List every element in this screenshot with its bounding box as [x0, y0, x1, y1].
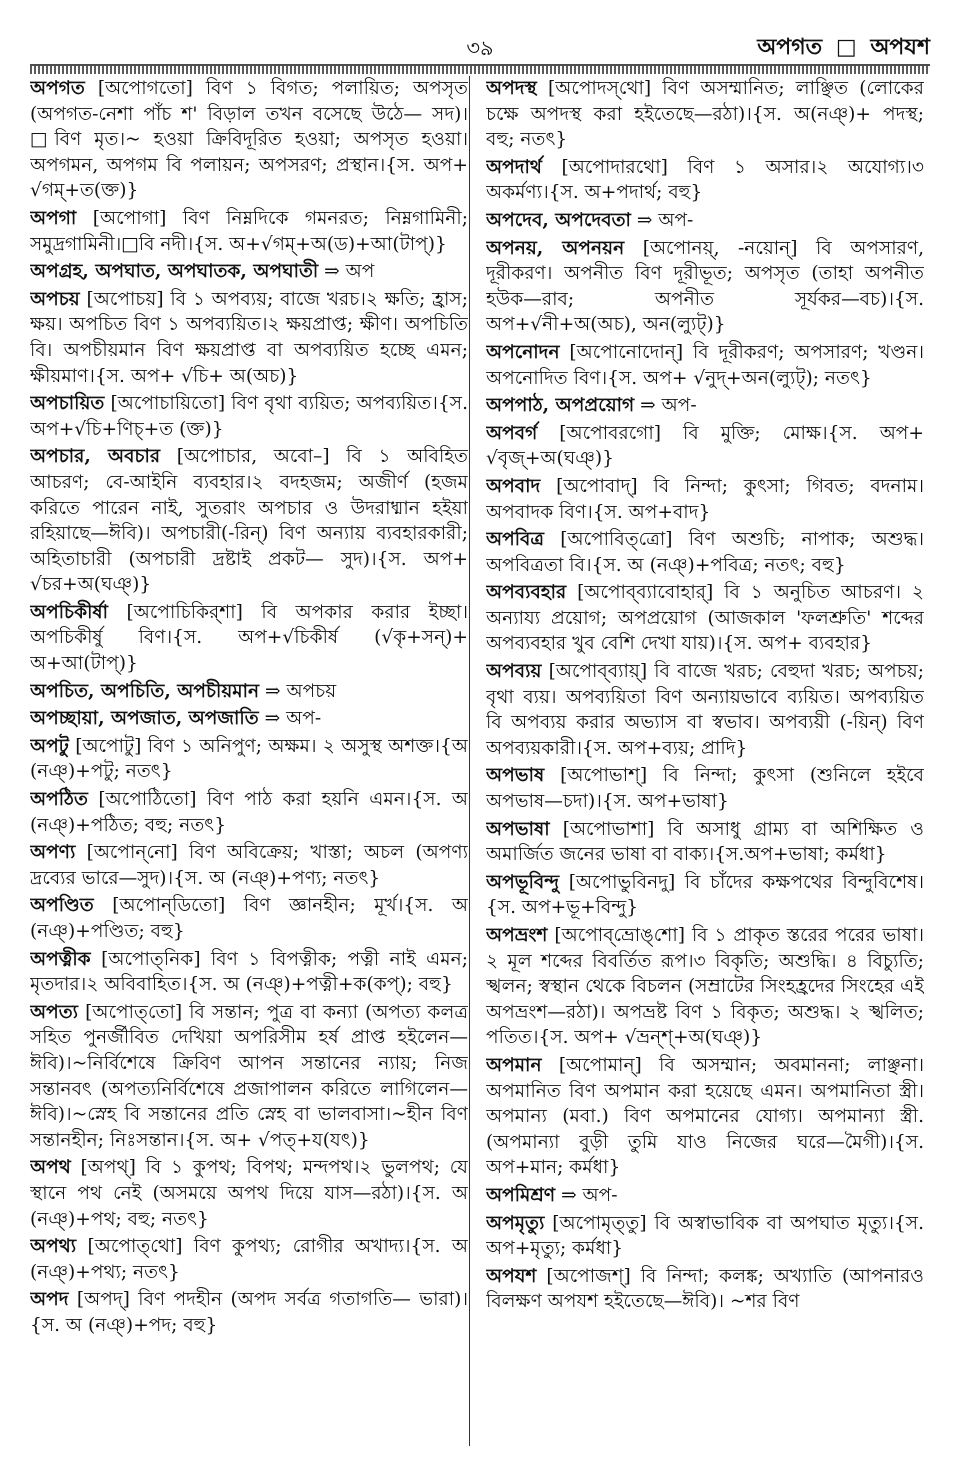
dictionary-entry: [486, 659, 924, 761]
entry-pronunciation: [অপোচায়িতো]: [110, 393, 226, 415]
entry-headword: অপমিশ্রণ: [486, 1184, 556, 1206]
entry-pronunciation: [অপোবাদ্]: [556, 475, 638, 497]
entry-headword: অপদস্থ: [486, 78, 537, 99]
entry-pronunciation: [অপোব্‌ব্যাবোহার্]: [577, 582, 714, 604]
entry-definition: বিণ বৃথা ব্যয়িত; অপব্যয়িত।{স. অপ+√চি+ণিচ্+ত (ক্ত)}: [30, 393, 468, 440]
entry-pronunciation: [অপোত্‌নিক]: [101, 948, 201, 970]
entry-headword: অপভ্রংশ: [486, 925, 548, 946]
entry-definition: বি ১ অপব্যয়; বাজে খরচ।২ ক্ষতি; হ্রাস; ক্ষয়। অপচিত বিণ ১ অপব্যয়িত।২ ক্ষয়প্রাপ্ত; ক্ষীণ। অপচিতি বি। অপচীয়মান বিণ ক্ষয়প্রাপ্ত বা অপব্যয়িত হচ্ছে এমন; ক্ষীয়মাণ।{স. অপ+ √চি+ অ(অচ)}: [30, 288, 468, 387]
dictionary-entry: [486, 421, 924, 472]
entry-pronunciation: [অপোব্‌ভ্রোঙ্‌শো]: [554, 925, 685, 946]
entry-pronunciation: [অপোত্‌থো]: [87, 1236, 183, 1258]
entry-headword: অপভাষ: [486, 765, 545, 787]
dictionary-entry: [486, 76, 924, 153]
dictionary-entry: [30, 206, 468, 257]
entry-definition: বিণ ১ অসার।২ অযোগ্য।৩ অকর্মণ্য।{স. অ+পদার্থ; বহু}: [486, 156, 924, 204]
header-rule: [30, 64, 930, 74]
dictionary-entry: [486, 923, 924, 1051]
page-number: ৩৯: [466, 36, 494, 60]
entry-headword: অপচার, অবচার: [30, 446, 161, 468]
dictionary-entry: [30, 679, 468, 705]
dictionary-entry: [486, 474, 924, 525]
entry-pronunciation: [অপোজশ্]: [546, 1265, 631, 1287]
entry-headword: অপঠিত: [30, 789, 88, 811]
dictionary-entry: [30, 1287, 468, 1338]
right-column: [486, 76, 924, 1446]
entry-definition: ⇒ অপচয়: [265, 680, 337, 702]
guide-separator: □: [835, 35, 857, 60]
entry-headword: অপমৃত্যু: [486, 1212, 545, 1234]
entry-headword: অপপাঠ, অপপ্রয়োগ: [486, 395, 635, 417]
dictionary-entry: [486, 817, 924, 868]
entry-pronunciation: [অপোবিত্‌ত্রো]: [560, 529, 673, 551]
entry-headword: অপবর্গ: [486, 422, 538, 444]
entry-headword: অপভূবিন্দু: [486, 871, 560, 893]
entry-headword: অপথ্য: [30, 1236, 77, 1258]
dictionary-entry: [486, 208, 924, 234]
entry-pronunciation: [অপোদারথো]: [561, 156, 668, 178]
entry-definition: বি ১ অবিহিত আচরণ; বে-আইনি ব্যবহার।২ বদহজম; অজীর্ণ (হজম করিতে পারেন নাই, সুতরাং অপচার ও উদরাধ্মান হইয়া রহিয়াছে—ঈবি)। অপচারী(-রিন্) বিণ অন্যায় ব্যবহারকারী; অহিতাচারী (অপচারী দ্রষ্টাই প্রকট— সুদ)।{স. অপ+ √চর+অ(ঘঞ্)}: [30, 446, 468, 596]
entry-definition: ⇒ অপ: [324, 261, 375, 283]
entry-definition: বি ১ কুপথ; বিপথ; মন্দপথ।২ ভুলপথ; যে স্থানে পথ নেই (অসময়ে অপথ দিয়ে যাস—রঠা)।{স. অ (নঞ্)+পথ; বহু; নতৎ}: [30, 1157, 468, 1230]
entry-headword: অপটু: [30, 735, 69, 757]
dictionary-entry: [30, 287, 468, 389]
entry-pronunciation: [অপোচার, অবো–]: [176, 446, 330, 468]
entry-headword: অপনয়, অপনয়ন: [486, 237, 625, 259]
entry-headword: অপগা: [30, 207, 77, 229]
entry-pronunciation: [অপোচিকির্‌শা]: [126, 601, 243, 623]
entry-pronunciation: [অপোগা]: [92, 207, 167, 229]
entry-headword: অপবিত্র: [486, 529, 545, 551]
entry-pronunciation: [অপোভাশ্]: [560, 765, 648, 787]
entry-definition: বি ১ অনুচিত আচরণ। ২ অন্যায্য প্রয়োগ; অপপ্রয়োগ (আজকাল 'ফলশ্রুতি' শব্দের অপব্যবহার খুব বেশি দেখা যায়)।{স. অপ+ ব্যবহার}: [486, 582, 924, 655]
entry-definition: বি অসাধু গ্রাম্য বা অশিক্ষিত ও অমার্জিত জনের ভাষা বা বাক্য।{স.অপ+ভাষা; কর্মধা}: [486, 818, 924, 866]
first-guide-word: অপগত: [757, 34, 823, 60]
entry-pronunciation: [অপোচয়]: [86, 288, 164, 310]
dictionary-entry: [30, 259, 468, 285]
entry-pronunciation: [অপোভাশা]: [562, 818, 655, 840]
running-head: [757, 30, 930, 67]
entry-pronunciation: [অপোন্‌ডিতো]: [112, 895, 226, 917]
entry-headword: অপদেব, অপদেবতা: [486, 209, 631, 231]
entry-headword: অপদ: [30, 1289, 69, 1311]
entry-pronunciation: [অপোন্‌নো]: [86, 842, 178, 864]
entry-pronunciation: [অপোমান্]: [558, 1054, 642, 1076]
dictionary-entry: [30, 734, 468, 785]
entry-definition: ⇒ অপ-: [636, 209, 694, 231]
entry-definition: বিণ অসম্মানিত; লাঞ্ছিত (লোকের চক্ষে অপদস্থ করা হইতেছে—রঠা)।{স. অ(নঞ্)+ পদস্থ; বহু; নতৎ}: [486, 78, 924, 151]
dictionary-entry: [30, 893, 468, 944]
dictionary-entry: [486, 1211, 924, 1262]
dictionary-entry: [486, 1264, 924, 1315]
dictionary-entry: [30, 76, 468, 204]
entry-pronunciation: [অপোমৃত্‌তু]: [552, 1212, 647, 1234]
dictionary-entry: [30, 1155, 468, 1232]
dictionary-entry: [30, 947, 468, 998]
entry-definition: বি নিন্দা; কুৎসা; গিবত; বদনাম। অপবাদক বিণ।{স. অপ+বাদ}: [486, 475, 924, 523]
entry-definition: বি নিন্দা; কুৎসা (শুনিলে হইবে অপভাষ—চদা)।{স. অপ+ভাষা}: [486, 765, 924, 813]
entry-headword: অপণ্য: [30, 842, 76, 864]
entry-pronunciation: [অপোদস্‌থো]: [547, 78, 652, 99]
entry-definition: বিণ ১ বিগত; পলায়িত; অপসৃত (অপগত-নেশা পাঁচ শ' বিড়াল তখন বসেছে উঠে— সদ)।□বিণ মৃত।~ হওয়া ক্রিবিদূরিত হওয়া; অপসৃত হওয়া। অপগমন, অপগম বি পলায়ন; অপসরণ; প্রস্থান।{স. অপ+ √গম্+ত(ক্ত)}: [30, 78, 468, 202]
entry-definition: বিণ অবিক্রেয়; খাস্তা; অচল (অপণ্য দ্রব্যের ভারে—সুদ)।{স. অ (নঞ্)+পণ্য; নতৎ}: [30, 842, 468, 889]
entry-definition: বি মুক্তি; মোক্ষ।{স. অপ+ √বৃজ্+অ(ঘঞ্)}: [486, 422, 924, 470]
entry-headword: অপভাষা: [486, 818, 550, 840]
entry-pronunciation: [অপথ্]: [80, 1157, 136, 1179]
dictionary-entry: [30, 391, 468, 442]
entry-definition: বি চাঁদের কক্ষপথের বিন্দুবিশেষ।{স. অপ+ভূ+বিন্দু}: [486, 871, 924, 919]
entry-definition: বি অসম্মান; অবমাননা; লাঞ্ছনা। অপমানিত বিণ অপমান করা হয়েছে এমন। অপমানিতা স্ত্রী। অপমান্য (মবা.) বিণ অপমানের যোগ্য। অপমান্যা স্ত্রী. (অপমান্যা বুড়ী তুমি যাও নিজের ঘরে—মৈগী)।{স. অপ+মান; কর্মধা}: [486, 1054, 924, 1179]
dictionary-entry: [486, 580, 924, 657]
entry-headword: অপত্য: [30, 1001, 79, 1023]
entry-headword: অপমান: [486, 1054, 542, 1076]
entry-definition: বি সন্তান; পুত্র বা কন্যা (অপত্য কলত্র সহিত পুনর্জীবিত দেখিয়া অপরিসীম হর্ষ প্রাপ্ত হইলেন—ঈবি)।~নির্বিশেষে ক্রিবিণ আপন সন্তানের ন্যায়; নিজ সন্তানবৎ (অপত্যনির্বিশেষে প্রজাপালন করিতে লাগিলেন—ঈবি)।~স্নেহ বি সন্তানের প্রতি স্নেহ বা ভালবাসা।~হীন বিণ সন্তানহীন; নিঃসন্তান।{স. অ+ √পত্+য(যৎ)}: [30, 1001, 468, 1151]
entry-headword: অপগত: [30, 78, 85, 99]
entry-headword: অপচয়: [30, 288, 80, 310]
dictionary-entry: [486, 340, 924, 391]
entry-pronunciation: [অপদ্]: [76, 1289, 130, 1311]
entry-pronunciation: [অপোনয়্, -নয়োন্]: [642, 237, 798, 259]
entry-headword: অপবাদ: [486, 475, 541, 497]
entry-definition: বি নিন্দা; কলঙ্ক; অখ্যাতি (আপনারও বিলক্ষণ অপযশ হইতেছে—ঈবি)। ~শর বিণ: [486, 1265, 924, 1313]
dictionary-entry: [30, 706, 468, 732]
dictionary-entry: [486, 236, 924, 338]
entry-definition: বিণ পাঠ করা হয়নি এমন।{স. অ (নঞ্)+পঠিত; বহু; নতৎ}: [30, 789, 468, 836]
entry-pronunciation: [অপোটু]: [75, 735, 142, 757]
entry-pronunciation: [অপোনোদোন্]: [569, 341, 684, 363]
entry-headword: অপব্যবহার: [486, 582, 567, 604]
entry-definition: বি ১ প্রাকৃত স্তরের পরের ভাষা।২ মূল শব্দের বিবর্তিত রূপ।৩ বিকৃতি; অশুদ্ধি। ৪ বিচ্যুতি; স্খলন; স্বস্থান থেকে বিচলন (সম্রাটের সিংহহ্রদের সিংহের এই অপভ্রংশ—রঠা)। অপভ্রষ্ট বিণ ১ বিকৃত; অশুদ্ধ। ২ স্খলিত; পতিত।{স. অপ+ √ভ্রন্‌শ্+অ(ঘঞ্)}: [486, 925, 924, 1049]
dictionary-entry: [30, 600, 468, 677]
column-divider: [469, 76, 470, 1446]
entry-pronunciation: [অপোত্‌তো]: [85, 1001, 183, 1023]
entry-definition: বিণ জ্ঞানহীন; মূর্খ।{স. অ (নঞ্)+পণ্ডিত; বহু}: [30, 895, 468, 942]
entry-headword: অপণ্ডিত: [30, 895, 94, 917]
entry-headword: অপনোদন: [486, 341, 560, 363]
entry-definition: বি বাজে খরচ; বেহুদা খরচ; অপচয়; বৃথা ব্যয়। অপব্যয়িতা বিণ অন্যায়ভাবে ব্যয়িত। অপব্যয়িত বি অপব্যয় করার অভ্যাস বা স্বভাব। অপব্যয়ী (-য়িন্) বিণ অপব্যয়কারী।{স. অপ+ব্যয়; প্রাদি}: [486, 661, 924, 759]
entry-definition: বি অপসারণ, দূরীকরণ। অপনীত বিণ দূরীভূত; অপসৃত (তাহা অপনীত হউক—রাব; অপনীত সূর্যকর—বচ)।{স. অপ+√নী+অ(অচ), অন(ল্যুট্)}: [486, 237, 924, 336]
entry-headword: অপগ্রহ, অপঘাত, অপঘাতক, অপঘাতী: [30, 261, 319, 283]
entry-definition: বিণ ১ বিপত্নীক; পত্নী নাই এমন; মৃতদার।২ অবিবাহিত।{স. অ (নঞ্)+পত্নী+ক(কপ্); বহু}: [30, 948, 468, 996]
left-column: [30, 76, 468, 1446]
entry-definition: বি অপকার করার ইচ্ছা। অপচিকীর্ষু বিণ।{স. অপ+√চিকীর্ষ (√কৃ+সন্)+ অ+আ(টাপ্)}: [30, 601, 468, 675]
entry-headword: অপচিত, অপচিতি, অপচীয়মান: [30, 680, 260, 702]
entry-definition: বি অস্বাভাবিক বা অপঘাত মৃত্যু।{স. অপ+মৃত্যু; কর্মধা}: [486, 1212, 924, 1260]
entry-definition: বিণ অশুচি; নাপাক; অশুদ্ধ। অপবিত্রতা বি।{স. অ (নঞ্)+পবিত্র; নতৎ; বহু}: [486, 529, 924, 576]
entry-headword: অপব্যয়: [486, 661, 542, 683]
dictionary-entry: [486, 763, 924, 814]
entry-definition: ⇒ অপ-: [264, 708, 322, 730]
entry-pronunciation: [অপোভুবিনদু]: [568, 871, 676, 893]
dictionary-entry: [486, 393, 924, 419]
dictionary-entry: [486, 1183, 924, 1209]
entry-definition: ⇒ অপ-: [561, 1184, 618, 1206]
last-guide-word: অপযশ: [870, 34, 930, 60]
entry-definition: বিণ নিম্নদিকে গমনরত; নিম্নগামিনী; সমুদ্রগামিনী।□বি নদী।{স. অ+√গম্+অ(ড)+আ(টাপ্)}: [30, 207, 468, 255]
dictionary-entry: [30, 840, 468, 891]
dictionary-entry: [486, 155, 924, 206]
entry-pronunciation: [অপোঠিতো]: [98, 789, 197, 811]
entry-definition: ⇒ অপ-: [640, 395, 697, 417]
entry-headword: অপথ: [30, 1157, 71, 1179]
dictionary-entry: [30, 787, 468, 838]
entry-definition: বিণ ১ অনিপুণ; অক্ষম। ২ অসুস্থ অশক্ত।{অ (নঞ্)+পটু; নতৎ}: [30, 735, 468, 783]
entry-headword: অপচ্ছায়া, অপজাত, অপজাতি: [30, 708, 259, 730]
entry-headword: অপত্নীক: [30, 948, 91, 970]
dictionary-entry: [30, 1234, 468, 1285]
page-header: [30, 30, 930, 64]
entry-headword: অপযশ: [486, 1265, 537, 1287]
entry-definition: বি দূরীকরণ; অপসারণ; খণ্ডন। অপনোদিত বিণ।{স. অপ+ √নুদ্+অন(ল্যুট্); নতৎ}: [486, 341, 924, 389]
dictionary-entry: [486, 1053, 924, 1181]
dictionary-entry: [486, 870, 924, 921]
entry-pronunciation: [অপোব্‌ব্যায়্]: [548, 661, 648, 683]
entry-headword: অপদার্থ: [486, 156, 542, 178]
entry-definition: বিণ কুপথ্য; রোগীর অখাদ্য।{স. অ (নঞ্)+পথ্য; নতৎ}: [30, 1236, 468, 1283]
dictionary-entry: [30, 1000, 468, 1154]
entry-pronunciation: [অপোগতো]: [97, 78, 193, 99]
entry-pronunciation: [অপোবরগো]: [559, 422, 662, 444]
dictionary-entry: [486, 527, 924, 578]
entry-headword: অপচিকীর্ষা: [30, 601, 109, 623]
dictionary-entry: [30, 444, 468, 598]
entry-headword: অপচায়িত: [30, 393, 105, 415]
entry-definition: বিণ পদহীন (অপদ সর্বত্র গতাগতি— ভারা)।{স. অ (নঞ্)+পদ; বহু}: [30, 1289, 468, 1336]
